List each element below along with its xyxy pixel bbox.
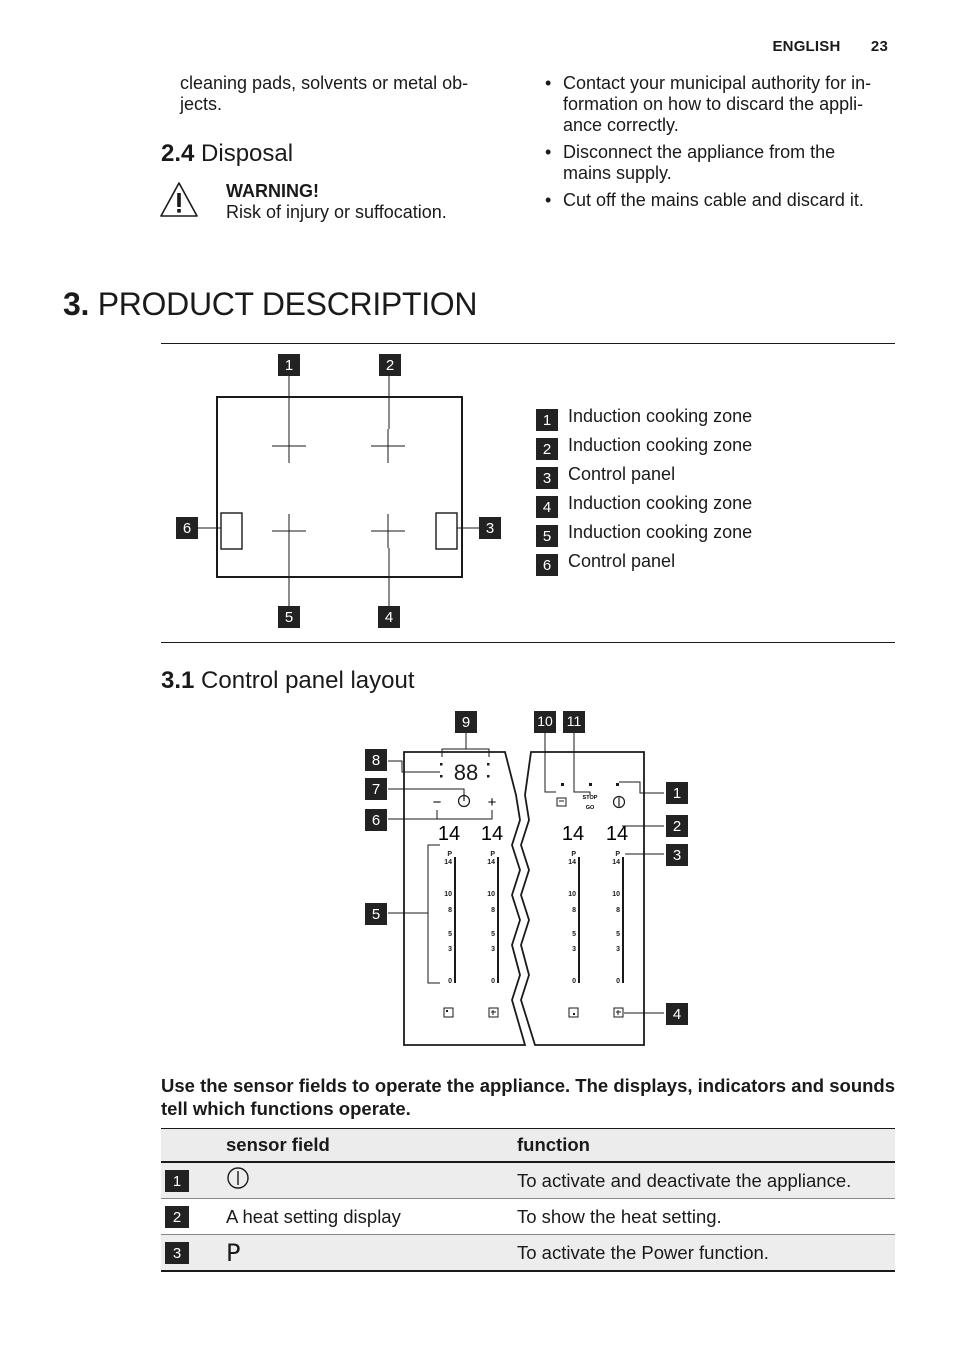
disposal-title: Disposal: [201, 140, 294, 167]
section-heading: [63, 286, 477, 323]
control-panel-heading: [161, 667, 415, 695]
svg-text:0: 0: [448, 978, 452, 985]
svg-text:8: 8: [616, 907, 620, 914]
power-icon: [226, 1166, 250, 1195]
svg-text:3: 3: [572, 946, 576, 953]
left-control-panel-box: [221, 513, 242, 549]
legend-num: 4: [536, 496, 558, 518]
legend-label: Induction cooking zone: [568, 435, 753, 455]
callout-1: 1: [672, 785, 682, 802]
control-panel-title: Control panel layout: [201, 667, 415, 694]
power-scales: [444, 851, 624, 985]
svg-text:5: 5: [616, 931, 620, 938]
zone-display-4: 14: [605, 823, 629, 845]
callout-7: 7: [371, 781, 381, 798]
table-row: [161, 1199, 895, 1235]
callout-5: 5: [371, 906, 381, 923]
bridge-icon-3: [569, 1008, 578, 1017]
zone-display-3: 14: [561, 823, 585, 845]
legend-item: [536, 522, 752, 551]
legend-label: Control panel: [568, 551, 676, 571]
callout-6: 6: [182, 520, 192, 537]
function-cell: To activate and deactivate the appliance.: [517, 1162, 895, 1199]
minus-sign: −: [432, 794, 442, 811]
svg-text:14: 14: [612, 859, 620, 866]
divider-bottom: [161, 642, 895, 643]
section-title: PRODUCT DESCRIPTION: [97, 286, 478, 322]
legend-item: [536, 464, 752, 493]
intro-text: cleaning pads, solvents or metal ob- jects.: [180, 73, 469, 114]
plus-sign: +: [487, 794, 497, 811]
lock-icon: [557, 798, 566, 806]
bridge-icon-1: [444, 1008, 453, 1017]
disposal-number: 2.4: [161, 140, 195, 167]
legend-label: Induction cooking zone: [568, 493, 753, 513]
hob-outline: [217, 397, 462, 577]
function-cell: To activate the Power function.: [517, 1235, 895, 1272]
bridge-icon-2: [489, 1008, 498, 1017]
control-panel-callouts: [365, 711, 688, 1025]
svg-text:P: P: [490, 851, 495, 858]
instructions-text: Use the sensor fields to operate the appliance. The displays, indicators and sounds tell which functions operate.: [161, 1075, 896, 1119]
bridge-icon-4: [614, 1008, 623, 1017]
callout-3: 3: [485, 520, 495, 537]
svg-text:10: 10: [444, 891, 452, 898]
legend-item: [536, 493, 752, 522]
callout-3: 3: [672, 847, 682, 864]
legend-item: [536, 435, 752, 464]
section-number: 3.: [63, 286, 90, 322]
timer-icon: [459, 794, 470, 807]
bullet-item: • Contact your municipal authority for in- formation on how to discard the appli- ance correctly.: [543, 73, 903, 136]
legend-item: [536, 406, 752, 435]
cooking-zone-crosses: [272, 429, 405, 548]
column-header-function: function: [517, 1129, 895, 1163]
svg-text:P: P: [447, 851, 452, 858]
scale-3: [568, 851, 580, 985]
warning-text: Risk of injury or suffocation.: [226, 202, 447, 222]
svg-text:0: 0: [572, 978, 576, 985]
svg-text:5: 5: [572, 931, 576, 938]
legend-num: 2: [536, 438, 558, 460]
callout-10: 10: [537, 713, 553, 729]
callout-4: 4: [384, 609, 394, 626]
svg-text:10: 10: [487, 891, 495, 898]
hob-legend: [536, 406, 752, 580]
callout-2: 2: [385, 357, 395, 374]
svg-text:8: 8: [572, 907, 576, 914]
svg-text:0: 0: [491, 978, 495, 985]
right-control-panel-box: [436, 513, 457, 549]
disposal-heading: [161, 140, 293, 168]
scale-1: [444, 851, 456, 985]
svg-text:P: P: [571, 851, 576, 858]
disposal-bullets: [543, 73, 903, 217]
row-number: 2: [165, 1206, 189, 1228]
svg-text:5: 5: [448, 931, 452, 938]
legend-label: Induction cooking zone: [568, 406, 753, 426]
legend-num: 6: [536, 554, 558, 576]
hob-diagram: [170, 350, 515, 640]
timer-display: [440, 760, 490, 785]
table-row: [161, 1162, 895, 1199]
legend-num: 1: [536, 409, 558, 431]
svg-text:3: 3: [616, 946, 620, 953]
row-number: 1: [165, 1170, 189, 1192]
table-row: [161, 1235, 895, 1272]
control-panel-number: 3.1: [161, 667, 195, 694]
sensor-field: A heat setting display: [226, 1199, 517, 1235]
legend-label: Induction cooking zone: [568, 522, 753, 542]
svg-text:14: 14: [568, 859, 576, 866]
go-label: GO: [585, 805, 595, 811]
svg-text:3: 3: [448, 946, 452, 953]
function-cell: To show the heat setting.: [517, 1199, 895, 1235]
timer-digits: 88: [453, 760, 479, 785]
control-panel-diagram: [360, 705, 700, 1055]
zone-display-1: 14: [437, 823, 461, 845]
scale-4: [612, 851, 624, 985]
page-header: [746, 38, 888, 55]
svg-text:10: 10: [612, 891, 620, 898]
zone-display-2: 14: [480, 823, 504, 845]
row-number: 3: [165, 1242, 189, 1264]
legend-item: [536, 551, 752, 580]
svg-text:8: 8: [491, 907, 495, 914]
callout-11: 11: [566, 713, 582, 729]
table-header-row: [161, 1129, 895, 1163]
callout-8: 8: [371, 752, 381, 769]
on-off-icon: [614, 797, 625, 808]
sensor-table: [161, 1128, 895, 1272]
svg-text:8: 8: [448, 907, 452, 914]
stop-label: STOP: [582, 795, 598, 801]
svg-text:5: 5: [491, 931, 495, 938]
legend-num: 3: [536, 467, 558, 489]
warning-title: WARNING!: [226, 181, 319, 201]
hob-callouts: [176, 354, 501, 628]
bullet-item: • Cut off the mains cable and discard it.: [543, 190, 903, 211]
callout-4: 4: [672, 1006, 682, 1023]
legend-label: Control panel: [568, 464, 676, 484]
callout-1: 1: [284, 357, 294, 374]
svg-text:10: 10: [568, 891, 576, 898]
power-p-symbol: P: [226, 1238, 241, 1267]
callout-5: 5: [284, 609, 294, 626]
warning-triangle-icon: [159, 181, 199, 224]
bullet-item: • Disconnect the appliance from the mains supply.: [543, 142, 903, 184]
callout-2: 2: [672, 818, 682, 835]
language-label: ENGLISH: [772, 38, 841, 55]
page-number: 23: [870, 38, 888, 55]
column-header-sensor-field: sensor field: [226, 1129, 517, 1163]
callout-9: 9: [461, 714, 471, 731]
callout-6: 6: [371, 812, 381, 829]
scale-2: [487, 851, 499, 985]
divider-top: [161, 343, 895, 344]
svg-text:0: 0: [616, 978, 620, 985]
svg-text:14: 14: [487, 859, 495, 866]
svg-text:3: 3: [491, 946, 495, 953]
svg-text:14: 14: [444, 859, 452, 866]
legend-num: 5: [536, 525, 558, 547]
svg-text:P: P: [615, 851, 620, 858]
